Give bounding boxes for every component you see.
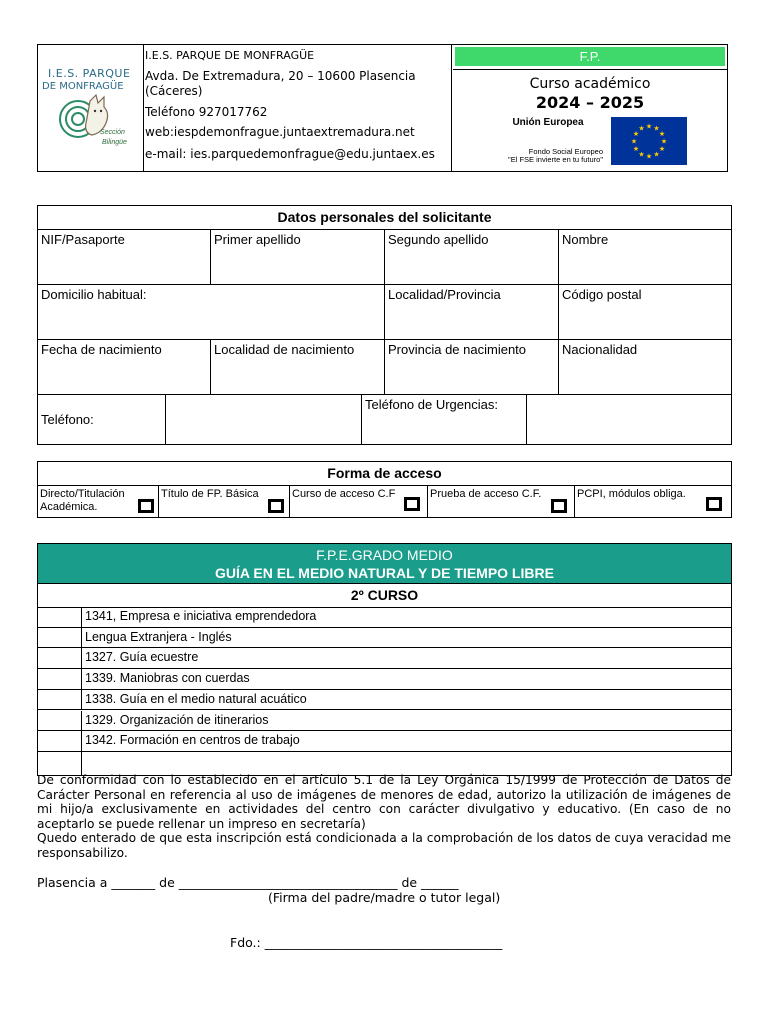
- school-name: I.E.S. PARQUE DE MONFRAGÜE: [145, 49, 315, 62]
- module-check-cell[interactable]: [37, 648, 82, 668]
- access-title: Forma de acceso: [38, 462, 731, 486]
- field-provincia-nac[interactable]: [385, 340, 559, 395]
- checkbox-prueba-acceso[interactable]: [551, 499, 567, 513]
- checkbox-fp-basica[interactable]: [268, 499, 284, 513]
- course-header-line2: GUÍA EN EL MEDIO NATURAL Y DE TIEMPO LIBRE: [215, 565, 554, 581]
- access-opt-4-label: Prueba de acceso C.F.: [430, 488, 542, 500]
- access-opt-4[interactable]: [428, 486, 575, 517]
- access-opt-5-label: PCPI, módulos obliga.: [577, 488, 686, 500]
- module-row: [37, 731, 731, 752]
- field-fecha-nac[interactable]: [38, 340, 211, 395]
- field-nif[interactable]: [38, 230, 211, 285]
- eu-star-icon: ★: [638, 151, 645, 159]
- module-check-cell[interactable]: [37, 628, 82, 648]
- eu-star-icon: ★: [632, 146, 640, 153]
- label-localidad-nac: Localidad de nacimiento: [214, 342, 355, 357]
- logo-text-2: DE MONFRAGÜE: [42, 81, 124, 92]
- label-provincia-nac: Provincia de nacimiento: [388, 342, 527, 357]
- field-nombre[interactable]: [559, 230, 731, 285]
- fp-banner: F.P.: [455, 47, 725, 66]
- field-domicilio[interactable]: [38, 285, 385, 340]
- course-header: [38, 544, 731, 584]
- field-cp[interactable]: [559, 285, 731, 340]
- module-row: [37, 648, 731, 669]
- eu-star-icon: ★: [653, 151, 660, 159]
- personal-data-table: [37, 205, 732, 445]
- fdo-line: Fdo.: ______________________________________: [230, 935, 503, 950]
- eu-label: Unión Europea: [512, 117, 584, 128]
- personal-title: Datos personales del solicitante: [38, 206, 731, 230]
- input-telefono[interactable]: [166, 395, 362, 444]
- label-nombre: Nombre: [562, 232, 609, 247]
- label-nacionalidad: Nacionalidad: [562, 342, 638, 357]
- curso-title: 2º CURSO: [38, 584, 731, 608]
- eu-star-icon: ★: [658, 131, 666, 138]
- legal-paragraph-1: De conformidad con lo establecido en el artículo 5.1 de la Ley Orgánica 15/1999 de Protección de Datos de Carácter Personal en referencia al uso de imágenes de menores de edad, autorizo la utilización de imágenes de mi hijo/a exclusivamente en actividades del centro con carácter divulgativo y educativo. (En caso de no aceptarlo se puede rellenar un impreso en secretaría): [37, 773, 731, 831]
- label-apellido1: Primer apellido: [214, 232, 301, 247]
- place-date-line: Plasencia a _______ de ___________________________________ de ______: [37, 875, 459, 890]
- school-web: web:iespdemonfrague.juntaextremadura.net: [145, 125, 415, 139]
- label-telefono-urg: Teléfono de Urgencias:: [365, 397, 498, 412]
- access-opt-1-l1: Directo/Titulación: [40, 488, 125, 500]
- eu-star-icon: ★: [660, 138, 668, 146]
- module-check-cell[interactable]: [37, 690, 82, 710]
- course-rule: [453, 69, 727, 70]
- logo-note-2: Bilingüe: [102, 139, 127, 146]
- logo-text-1: I.E.S. PARQUE: [48, 67, 131, 80]
- logo-area: [38, 45, 144, 171]
- course-year: 2024 – 2025: [535, 93, 645, 112]
- module-check-cell[interactable]: [37, 607, 82, 627]
- field-localidad[interactable]: [385, 285, 559, 340]
- fse-line-2: "El FSE invierte en tu futuro": [508, 155, 603, 164]
- header-box: [37, 44, 728, 172]
- eu-star-icon: ★: [658, 146, 666, 153]
- module-row: [37, 690, 731, 711]
- label-telefono: Teléfono:: [41, 412, 94, 427]
- module-name: 1339. Maniobras con cuerdas: [85, 671, 250, 686]
- module-check-cell[interactable]: [37, 669, 82, 689]
- legal-paragraph-2: Quedo enterado de que esta inscripción está condicionada a la comprobación de los datos de cuya veracidad me responsabilizo.: [37, 831, 731, 860]
- module-name: 1338. Guía en el medio natural acuático: [85, 691, 307, 706]
- school-address: Avda. De Extremadura, 20 – 10600 Plasencia (Cáceres): [145, 69, 416, 98]
- label-domicilio: Domicilio habitual:: [41, 287, 147, 302]
- module-row: [37, 669, 731, 690]
- label-fecha-nac: Fecha de nacimiento: [41, 342, 162, 357]
- module-check-cell[interactable]: [37, 731, 82, 751]
- checkbox-directo[interactable]: [138, 499, 154, 513]
- label-cell-telefono: [38, 395, 166, 444]
- field-apellido1[interactable]: [211, 230, 385, 285]
- fse-line-1: Fondo Social Europeo: [528, 147, 603, 156]
- label-cp: Código postal: [562, 287, 642, 302]
- module-row: [37, 607, 731, 628]
- checkbox-curso-acceso[interactable]: [404, 497, 420, 511]
- eu-star-icon: ★: [653, 125, 660, 133]
- lynx-logo-icon: [52, 93, 132, 145]
- module-name: Lengua Extranjera - Inglés: [85, 629, 232, 644]
- access-opt-3[interactable]: [290, 486, 428, 517]
- eu-star-icon: ★: [630, 138, 638, 146]
- logo-note-1: Sección: [100, 129, 125, 136]
- label-localidad: Localidad/Provincia: [388, 287, 501, 302]
- module-name: 1329. Organización de itinerarios: [85, 712, 269, 727]
- school-info: [145, 45, 452, 171]
- label-cell-telefono-urg: [362, 395, 527, 444]
- label-nif: NIF/Pasaporte: [41, 232, 125, 247]
- access-opt-3-label: Curso de acceso C.F: [292, 488, 396, 500]
- course-header-line1: F.P.E.GRADO MEDIO: [316, 547, 453, 563]
- module-name: 1327. Guía ecuestre: [85, 650, 199, 665]
- eu-flag-icon: [611, 117, 687, 165]
- eu-star-icon: ★: [632, 131, 640, 138]
- course-label: Curso académico: [529, 76, 651, 92]
- access-opt-1[interactable]: [38, 486, 159, 517]
- signature-caption: (Firma del padre/madre o tutor legal): [268, 890, 501, 905]
- module-row: [37, 628, 731, 649]
- field-apellido2[interactable]: [385, 230, 559, 285]
- school-email: e-mail: ies.parquedemonfrague@edu.juntaex.es: [145, 147, 435, 161]
- field-nacionalidad[interactable]: [559, 340, 731, 395]
- module-name: 1341, Empresa e iniciativa emprendedora: [85, 609, 317, 623]
- access-opt-5[interactable]: [575, 486, 731, 517]
- label-apellido2: Segundo apellido: [388, 232, 489, 247]
- eu-star-icon: ★: [645, 123, 653, 131]
- access-opt-2[interactable]: [159, 486, 290, 517]
- field-localidad-nac[interactable]: [211, 340, 385, 395]
- access-opt-1-l2: Académica.: [40, 501, 98, 513]
- course-area: [453, 45, 727, 171]
- eu-star-icon: ★: [638, 125, 645, 133]
- eu-star-icon: ★: [645, 153, 653, 161]
- module-row: [37, 711, 731, 732]
- input-telefono-urg[interactable]: [527, 395, 731, 444]
- access-table: [37, 461, 732, 518]
- module-check-cell[interactable]: [37, 711, 82, 731]
- access-opt-2-label: Título de FP. Básica: [161, 488, 259, 500]
- module-name: 1342. Formación en centros de trabajo: [85, 733, 300, 748]
- school-phone: Teléfono 927017762: [145, 105, 268, 119]
- checkbox-pcpi[interactable]: [706, 497, 722, 511]
